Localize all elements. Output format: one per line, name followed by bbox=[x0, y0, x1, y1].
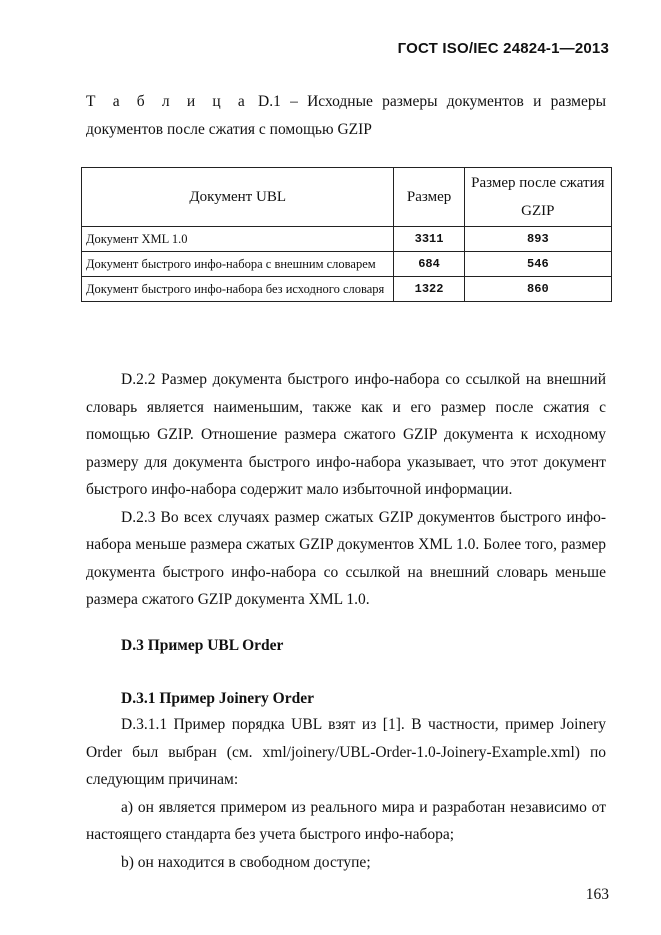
table-cell-document: Документ быстрого инфо-набора без исходного словаря bbox=[82, 277, 394, 302]
list-item-a: a) он является примером из реального мира и разработан независимо от настоящего стандарта без учета быстрого инфо-набора; bbox=[86, 798, 606, 843]
heading-d3: D.3 Пример UBL Order bbox=[121, 637, 284, 654]
column-header-gzip-size: Размер после сжатия GZIP bbox=[464, 168, 611, 227]
paragraph-d22: D.2.2 Размер документа быстрого инфо-набора со ссылкой на внешний словарь является наименьшим, также как и его размер после сжатия с помощью GZIP. Отношение размера сжатого GZIP документа к исходному размеру для документа быстрого инфо-набора указывает, что этот документ быстрого инфо-набора содержит мало избыточной информации. bbox=[86, 371, 606, 498]
page-number: 163 bbox=[585, 886, 609, 903]
table-caption-text: – Исходные размеры документов и размеры документов после сжатия с помощью GZIP bbox=[86, 93, 606, 138]
table-cell-gzip-size: 860 bbox=[464, 277, 611, 302]
table-cell-size: 684 bbox=[394, 252, 464, 277]
table-row bbox=[82, 277, 612, 302]
list-item-b: b) он находится в свободном доступе; bbox=[121, 853, 371, 871]
table-cell-size: 3311 bbox=[394, 227, 464, 252]
table-row bbox=[82, 227, 612, 252]
table-cell-gzip-size: 893 bbox=[464, 227, 611, 252]
table-cell-document: Документ быстрого инфо-набора с внешним словарем bbox=[82, 252, 394, 277]
column-header-document: Документ UBL bbox=[82, 168, 394, 227]
table-header-row bbox=[82, 168, 612, 227]
column-header-size: Размер bbox=[394, 168, 464, 227]
paragraph-d23: D.2.3 Во всех случаях размер сжатых GZIP документов быстрого инфо-набора меньше размера сжатых GZIP документов XML 1.0. Более того, размер документа быстрого инфо-набора со ссылкой на внешний словарь меньше размера сжатого GZIP документа XML 1.0. bbox=[86, 508, 606, 608]
table-caption-label: Т а б л и ц а bbox=[86, 93, 249, 110]
table-cell-document: Документ XML 1.0 bbox=[82, 227, 394, 252]
table-cell-gzip-size: 546 bbox=[464, 252, 611, 277]
document-sizes-table bbox=[81, 167, 612, 302]
table-caption-number: D.1 bbox=[258, 93, 281, 110]
table-caption bbox=[86, 88, 606, 144]
table-row bbox=[82, 252, 612, 277]
heading-d31: D.3.1 Пример Joinery Order bbox=[121, 690, 314, 707]
section-d2-text bbox=[86, 366, 606, 614]
paragraph-d311: D.3.1.1 Пример порядка UBL взят из [1]. В частности, пример Joinery Order был выбран (см. xml/joinery/UBL-Order-1.0-Joinery-Example.xml) по следующим причинам: bbox=[86, 716, 606, 788]
section-d31-text bbox=[86, 711, 606, 876]
table-cell-size: 1322 bbox=[394, 277, 464, 302]
document-standard-header: ГОСТ ISO/IEC 24824-1—2013 bbox=[397, 40, 609, 57]
